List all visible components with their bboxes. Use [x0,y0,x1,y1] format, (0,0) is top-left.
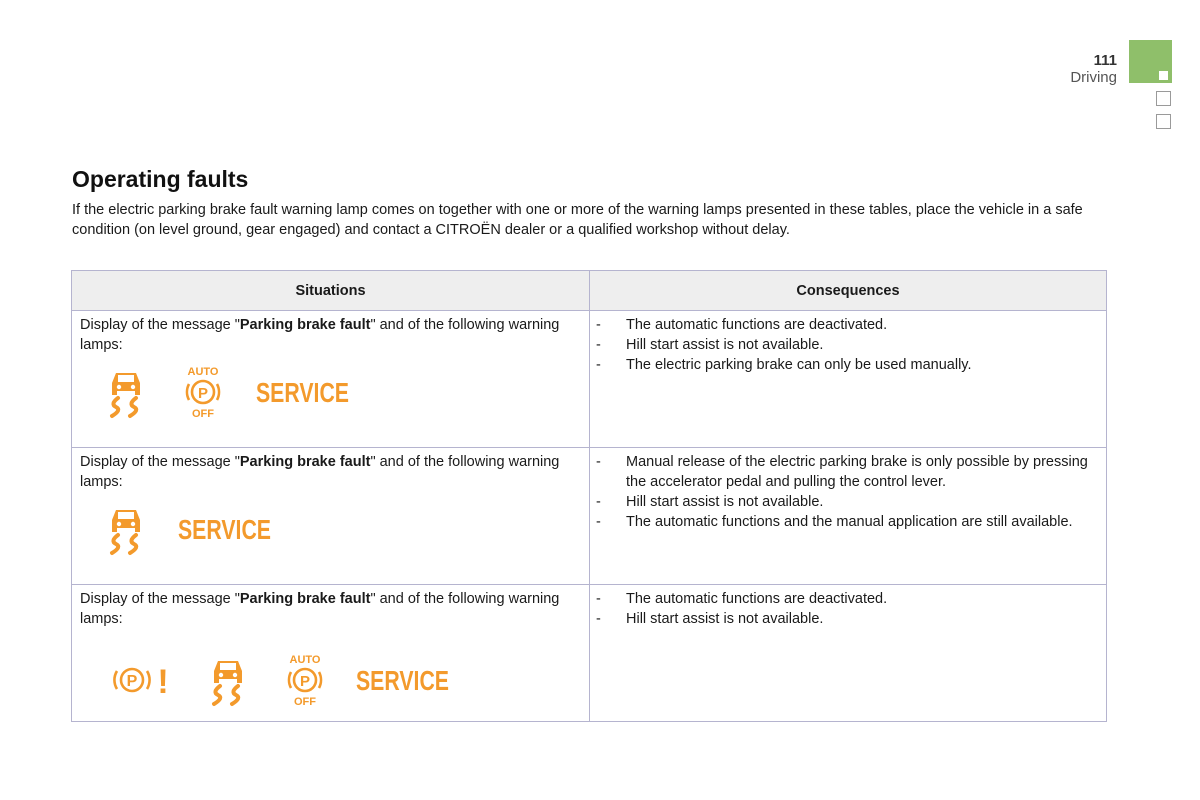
situation-cell [72,311,590,448]
service-lamp [356,663,452,697]
message-name: Parking brake fault [239,317,371,333]
tab-marker-dot [1159,71,1168,80]
consequences-cell [590,311,1107,448]
warning-lamps [106,504,581,554]
consequences-list [596,315,1098,375]
list-item: - Hill start assist is not available. [596,609,1098,629]
list-item: - Hill start assist is not available. [596,335,1098,355]
svg-text:OFF: OFF [192,408,214,420]
table-row [72,585,1107,722]
svg-text:SERVICE: SERVICE [178,514,271,545]
auto-p-off-icon [180,365,226,419]
svg-text:AUTO: AUTO [187,366,219,378]
service-lamp [178,512,274,546]
svg-text:SERVICE: SERVICE [356,665,449,696]
parking-brake-fault-icon [108,660,172,700]
list-item: - Hill start assist is not available. [596,492,1098,512]
svg-text:P: P [299,673,311,690]
situation-cell [72,585,590,722]
list-item: - The automatic functions are deactivated. [596,589,1098,609]
skid-control-icon [208,655,252,705]
svg-text:P: P [197,385,209,402]
intro-paragraph: If the electric parking brake fault warning lamp comes on together with one or more of the warning lamps presented in these tables, place the vehicle in a safe condition (on level ground, gear engaged) and contact a CITROËN dealer or a qualified workshop without delay. [72,202,1083,238]
situation-text: Display of the message "Parking brake fault" and of the following warning lamps: [80,454,560,490]
chapter-tab-marker [1129,40,1172,83]
svg-text:AUTO: AUTO [289,654,321,666]
section-name: Driving [1070,69,1117,86]
consequences-list [596,452,1098,532]
situation-text: Display of the message "Parking brake fault" and of the following warning lamps: [80,317,560,353]
list-item: - The automatic functions are deactivated. [596,315,1098,335]
situation-cell [72,448,590,585]
skid-control-icon [106,367,150,417]
page-header [1070,52,1117,86]
list-item: - Manual release of the electric parking brake is only possible by pressing the accelerator pedal and pulling the control lever. [596,452,1098,492]
section-title: Operating faults [72,166,249,192]
list-item: - The automatic functions and the manual application are still available. [596,512,1098,532]
faults-table [71,270,1107,722]
situation-text: Display of the message "Parking brake fault" and of the following warning lamps: [80,591,560,627]
chapter-tab-box [1156,91,1171,106]
message-name: Parking brake fault [239,454,371,470]
consequences-list [596,589,1098,629]
consequences-cell [590,448,1107,585]
auto-p-off-icon [282,653,328,707]
skid-control-icon [106,504,150,554]
header-situations: Situations [72,271,590,311]
warning-lamps [108,653,581,707]
svg-text:SERVICE: SERVICE [256,377,349,408]
svg-text:OFF: OFF [294,696,316,708]
service-lamp [256,375,352,409]
header-consequences: Consequences [590,271,1107,311]
table-row [72,311,1107,448]
table-row [72,448,1107,585]
page-number: 111 [1093,52,1117,69]
svg-text:!: ! [157,663,169,701]
message-name: Parking brake fault [239,591,371,607]
svg-text:P: P [126,673,138,690]
warning-lamps [106,365,581,419]
list-item: - The electric parking brake can only be used manually. [596,355,1098,375]
table-header-row [72,271,1107,311]
chapter-tab-box [1156,114,1171,129]
consequences-cell [590,585,1107,722]
